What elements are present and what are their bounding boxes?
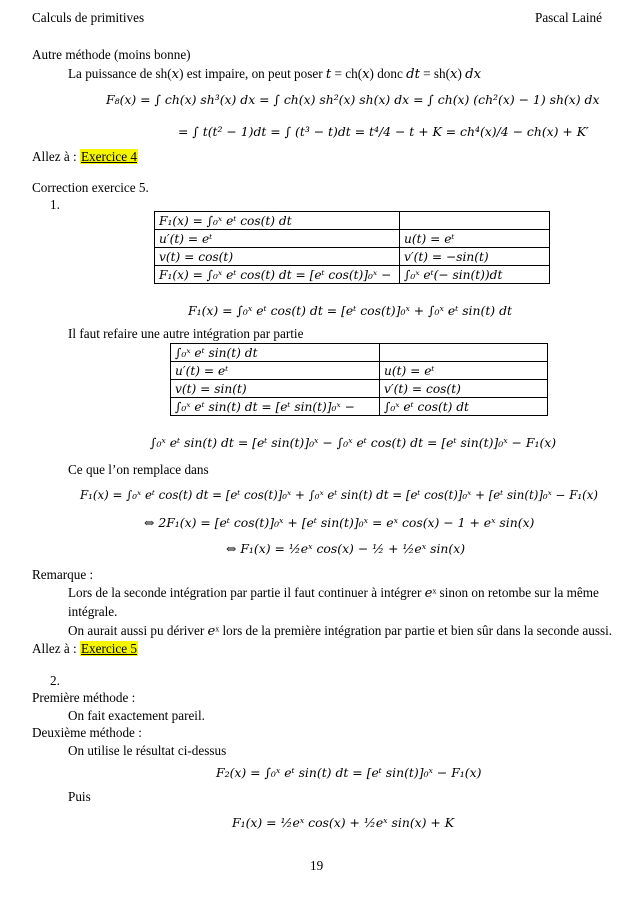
remark-title: Remarque :: [32, 567, 94, 582]
equation: 𝐹₈(𝑥) = ∫ ch(𝑥) sh³(𝑥) 𝑑𝑥 = ∫ ch(𝑥) sh²(𝑥) sh(𝑥) 𝑑𝑥 = ∫ ch(𝑥) (ch²(𝑥) − 1) sh(𝑥) 𝑑𝑥: [106, 92, 600, 107]
list-number: 1.: [50, 197, 60, 212]
table-cell: 𝑣(𝑡) = sin(𝑡): [171, 380, 380, 398]
list-number: 2.: [50, 673, 60, 688]
equation: 𝐹₁(𝑥) = ∫₀ˣ 𝑒ᵗ cos(𝑡) 𝑑𝑡 = [𝑒ᵗ cos(𝑡)]₀ˣ + ∫₀ˣ 𝑒ᵗ sin(𝑡) 𝑑𝑡: [188, 303, 512, 318]
table-cell: 𝑣′(𝑡) = −sin(𝑡): [400, 248, 550, 266]
paragraph: Il faut refaire une autre intégration par partie: [68, 326, 304, 341]
integration-table-1: [154, 211, 550, 284]
paragraph: intégrale.: [68, 604, 118, 619]
table-cell: 𝑢(𝑡) = 𝑒ᵗ: [400, 230, 550, 248]
equation: = ∫ 𝑡(𝑡² − 1)𝑑𝑡 = ∫ (𝑡³ − 𝑡)𝑑𝑡 = 𝑡⁴/4 − 𝑡 + 𝐾 = ch⁴(𝑥)/4 − ch(𝑥) + 𝐾′: [178, 124, 589, 139]
table-cell: [400, 212, 550, 230]
equation: 𝐹₁(𝑥) = ½𝑒ˣ cos(𝑥) + ½𝑒ˣ sin(𝑥) + 𝐾: [232, 815, 454, 830]
table-row: [155, 230, 550, 248]
intro-text: La puissance de sh(𝑥) est impaire, on peut poser 𝑡 = ch(𝑥) donc 𝑑𝑡 = sh(𝑥) 𝑑𝑥: [68, 66, 482, 81]
paragraph: Lors de la seconde intégration par partie il faut continuer à intégrer 𝑒ˣ sinon on retombe sur la même: [68, 585, 599, 600]
page-number: 19: [310, 858, 324, 873]
table-cell: 𝑣′(𝑡) = cos(𝑡): [380, 380, 548, 398]
table-cell: ∫₀ˣ 𝑒ᵗ sin(𝑡) 𝑑𝑡: [171, 344, 380, 362]
link-prefix: Allez à :: [32, 641, 77, 656]
section-title: Autre méthode (moins bonne): [32, 47, 191, 62]
table-cell: 𝐹₁(𝑥) = ∫₀ˣ 𝑒ᵗ cos(𝑡) 𝑑𝑡: [155, 212, 400, 230]
paragraph: On fait exactement pareil.: [68, 708, 205, 723]
table-cell: 𝑣(𝑡) = cos(𝑡): [155, 248, 400, 266]
table-cell: ∫₀ˣ 𝑒ᵗ(− sin(𝑡))𝑑𝑡: [400, 266, 550, 284]
table-cell: 𝑢′(𝑡) = 𝑒ᵗ: [155, 230, 400, 248]
integration-table-2: [170, 343, 548, 416]
table-cell: [380, 344, 548, 362]
table-cell: ∫₀ˣ 𝑒ᵗ cos(𝑡) 𝑑𝑡: [380, 398, 548, 416]
table-cell: ∫₀ˣ 𝑒ᵗ sin(𝑡) 𝑑𝑡 = [𝑒ᵗ sin(𝑡)]₀ˣ −: [171, 398, 380, 416]
header-title: Calculs de primitives: [32, 10, 145, 25]
paragraph: Ce que l’on remplace dans: [68, 462, 209, 477]
table-row: [155, 212, 550, 230]
link-line: [32, 641, 138, 657]
method-title: Deuxième méthode :: [32, 725, 142, 740]
table-row: [171, 380, 548, 398]
section-title: Correction exercice 5.: [32, 180, 149, 195]
exercise-link[interactable]: Exercice 4: [80, 149, 137, 164]
equation: ∫₀ˣ 𝑒ᵗ sin(𝑡) 𝑑𝑡 = [𝑒ᵗ sin(𝑡)]₀ˣ − ∫₀ˣ 𝑒ᵗ cos(𝑡) 𝑑𝑡 = [𝑒ᵗ sin(𝑡)]₀ˣ − 𝐹₁(𝑥): [150, 435, 557, 450]
table-row: [171, 398, 548, 416]
paragraph: Puis: [68, 789, 91, 804]
table-cell: 𝑢′(𝑡) = 𝑒ᵗ: [171, 362, 380, 380]
method-title: Première méthode :: [32, 690, 136, 705]
table-row: [155, 248, 550, 266]
paragraph: On aurait aussi pu dériver 𝑒ˣ lors de la première intégration par partie et bien sûr dans la seconde aussi.: [68, 623, 613, 638]
table-cell: 𝑢(𝑡) = 𝑒ᵗ: [380, 362, 548, 380]
exercise-link[interactable]: Exercice 5: [80, 641, 137, 656]
table-row: [155, 266, 550, 284]
header-author: Pascal Lainé: [534, 10, 602, 25]
paragraph: On utilise le résultat ci-dessus: [68, 743, 227, 758]
link-prefix: Allez à :: [32, 149, 77, 164]
equation: 𝐹₁(𝑥) = ∫₀ˣ 𝑒ᵗ cos(𝑡) 𝑑𝑡 = [𝑒ᵗ cos(𝑡)]₀ˣ + ∫₀ˣ 𝑒ᵗ sin(𝑡) 𝑑𝑡 = [𝑒ᵗ cos(𝑡)]₀ˣ + [𝑒ᵗ sin(𝑡)]₀ˣ − 𝐹₁(𝑥): [80, 488, 598, 502]
equation: ⇔ 2𝐹₁(𝑥) = [𝑒ᵗ cos(𝑡)]₀ˣ + [𝑒ᵗ sin(𝑡)]₀ˣ = 𝑒ˣ cos(𝑥) − 1 + 𝑒ˣ sin(𝑥): [144, 515, 535, 530]
table-row: [171, 362, 548, 380]
equation: 𝐹₂(𝑥) = ∫₀ˣ 𝑒ᵗ sin(𝑡) 𝑑𝑡 = [𝑒ᵗ sin(𝑡)]₀ˣ − 𝐹₁(𝑥): [216, 765, 482, 780]
table-row: [171, 344, 548, 362]
table-cell: 𝐹₁(𝑥) = ∫₀ˣ 𝑒ᵗ cos(𝑡) 𝑑𝑡 = [𝑒ᵗ cos(𝑡)]₀ˣ −: [155, 266, 400, 284]
link-line: [32, 149, 138, 165]
equation: ⇔ 𝐹₁(𝑥) = ½𝑒ˣ cos(𝑥) − ½ + ½𝑒ˣ sin(𝑥): [226, 541, 466, 556]
